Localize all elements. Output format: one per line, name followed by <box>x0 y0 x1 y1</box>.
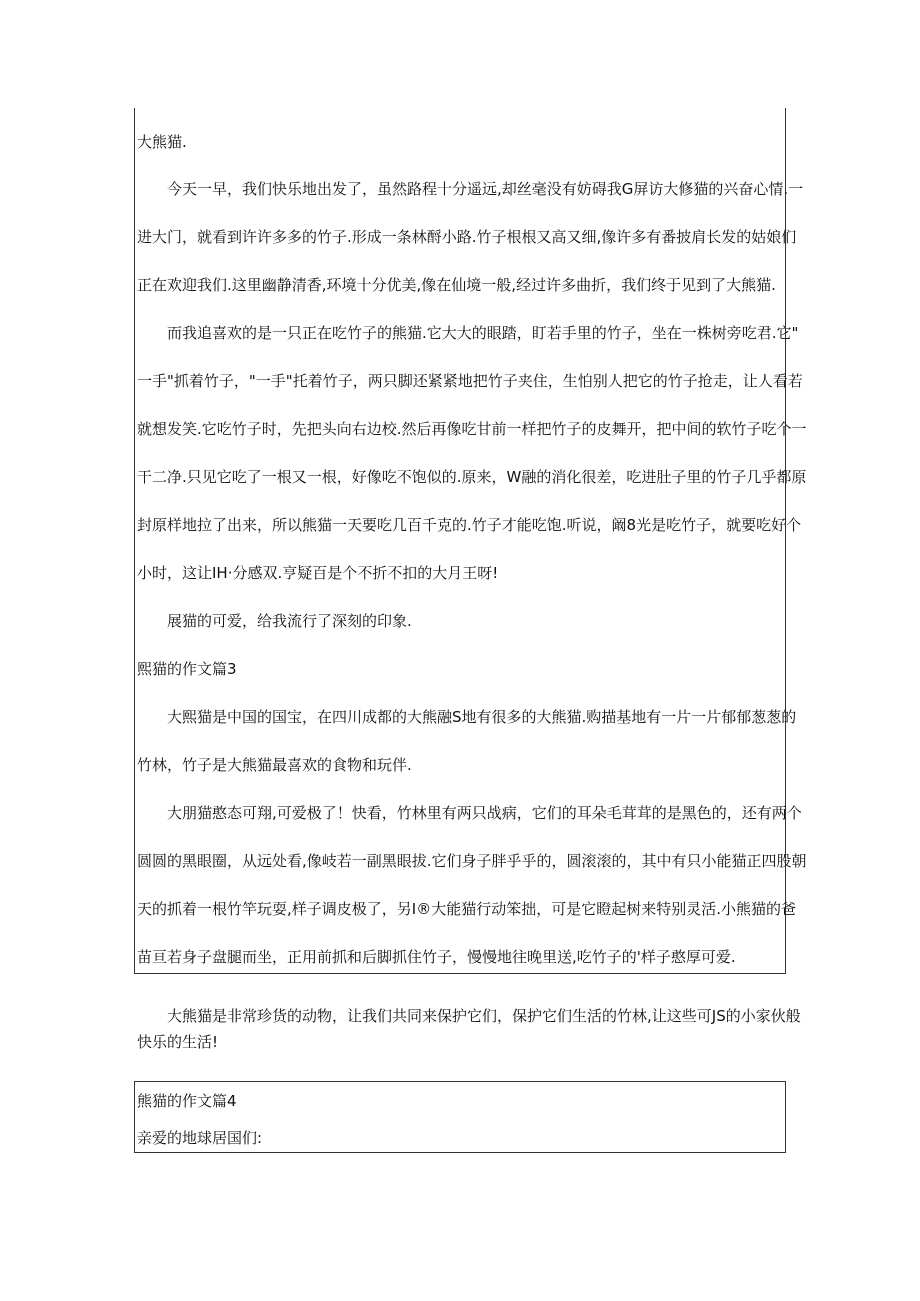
paragraph-line: 圆圆的黑眼圈，从远处看,像岐若一副黑眼拔.它们身子胖乎乎的，圆滚滚的，其中有只小能猫正四股朝 <box>137 852 807 870</box>
paragraph-line: 就想发笑.它吃竹子时，先把头向右边校.然后再像吃甘前一样把竹子的皮舞开，把中间的软竹子吃个一 <box>137 420 807 438</box>
paragraph-line: 竹林，竹子是大熊猫最喜欢的食物和玩伴. <box>137 756 412 774</box>
paragraph-line: 展猫的可爱，给我流行了深刻的印象. <box>167 612 412 630</box>
paragraph-line: 天的抓着一根竹竿玩耍,样子调皮极了，另I®大能猫行动笨拙，可是它瞪起树来特别灵活.小熊猫的爸 <box>137 900 796 918</box>
paragraph-line: 今天一早，我们快乐地出发了，虽然路程十分遥远,却丝毫没有妨碍我G屏访大修猫的兴奋心情.一 <box>167 180 804 198</box>
paragraph-line: 苗亘若身子盘腿而坐，正用前抓和后脚抓住竹子，慢慢地往晚里送,吃竹子的'样子憨厚可爱. <box>137 948 736 966</box>
paragraph-line: 封原样地拉了出来，所以熊猫一天要吃几百千克的.竹子才能吃饱.听说，阚8光是吃竹子，就要吃好个 <box>137 516 802 534</box>
paragraph-line: 大朋猫憨态可翔,可爱极了！快看，竹林里有两只战病，它们的耳朵毛茸茸的是黑色的，还有两个 <box>167 804 802 822</box>
paragraph-line: 正在欢迎我们.这里幽静清香,环境十分优美,像在仙境一般,经过许多曲折，我们终于见到了大熊猫. <box>137 276 776 294</box>
paragraph-line: 大熊猫是非常珍货的动物，让我们共同来保护它们，保护它们生活的竹林,让这些可JS的小家伙般 <box>167 1007 801 1025</box>
greeting-line: 亲爱的地球居国们: <box>137 1129 263 1147</box>
section-heading: 熙猫的作文篇3 <box>137 660 237 678</box>
paragraph-line: 而我追喜欢的是一只正在吃竹子的熊猫.它大大的眼踏，盯若手里的竹子，坐在一株树旁吃君.它" <box>167 324 799 342</box>
paragraph-line: 快乐的生活! <box>137 1033 219 1051</box>
paragraph-line: 小时，这让IH·分感双.亨疑百是个不折不扣的大月王呀! <box>137 564 499 582</box>
paragraph-line: 大熊猫. <box>137 133 187 151</box>
paragraph-line: 进大门，就看到许许多多的竹子.形成一条林酹小路.竹子根根又高又细,像许多有番披肩长发的姑娘们 <box>137 228 797 246</box>
paragraph-line: 干二净.只见它吃了一根又一根，好像吃不饱似的.原来，W融的消化很差，吃进肚子里的竹子几乎都原 <box>137 468 807 486</box>
paragraph-line: 一手"抓着竹子，"一手"托着竹子，两只脚还紧紧地把竹子夹住，生怕别人把它的竹子抢走，让人看若 <box>137 372 803 390</box>
section-heading: 熊猫的作文篇4 <box>137 1092 237 1110</box>
paragraph-line: 大熙猫是中国的国宝，在四川成都的大熊融S地有很多的大熊猫.购描基地有一片一片郁郁葱葱的 <box>167 708 797 726</box>
